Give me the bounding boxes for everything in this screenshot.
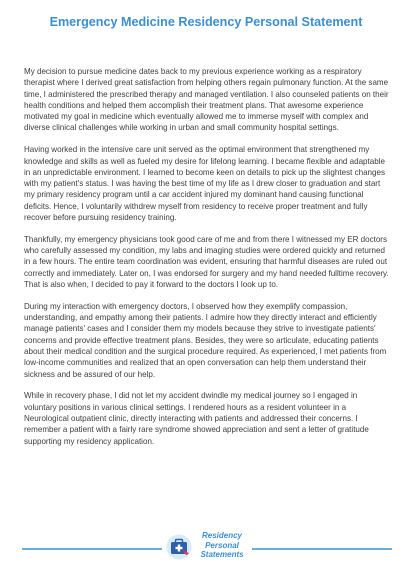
brand-logo-text <box>199 531 245 560</box>
brand-line-2: Personal <box>205 540 239 550</box>
footer-divider-right <box>252 548 392 550</box>
footer <box>0 528 412 578</box>
paragraph-3: Thankfully, my emergency physicians took good care of me and from there I witnessed my ER doctors who carefully assessed my condition, my labs and imaging studies were ordered quickly and returned in a few hours. The entire team coordination was evident, ensuring that harmful diseases are ruled out correctly and immediately. Later on, I was endorsed for surgery and my hand needed fulltime recovery. That is also when, I decided to pay it forward to the doctors I look up to. <box>24 234 389 290</box>
statement-body <box>24 66 390 457</box>
page-title: Emergency Medicine Residency Personal Statement <box>49 15 363 29</box>
footer-divider-left <box>22 548 162 550</box>
paragraph-4: During my interaction with emergency doctors, I observed how they exemplify compassion, understanding, and empathy among their patients. I admire how they directly interact and efficiently manage patients' cases and I consider them my models because they strive to investigate patients' concerns and provide effective treatment plans. Besides, they were so articulate, educating patients about their medical condition and the surgical procedure required. As experienced, I met patients from low-income communities and realized that an open conversation can help them understand their sickness and be assured of our help. <box>24 301 387 379</box>
brand-line-3: Statements <box>200 550 244 559</box>
brand-line-1: Residency <box>201 531 243 540</box>
paragraph-5: While in recovery phase, I did not let my accident dwindle my medical journey so I engaged in voluntary positions in various clinical settings. I rendered hours as a resident volunteer in a Neurological outpatient clinic, directly interacting with patients and addressed their concerns. I remember a patient with a fairly rare syndrome showed appreciation and sent a letter of gratitude supporting my residency application. <box>24 391 369 446</box>
medical-kit-icon <box>166 534 192 560</box>
paragraph-1: My decision to pursue medicine dates back to my previous experience working as a respiratory therapist where I derived great satisfaction from helping others regain pulmonary function. At the same time, I administered the prescribed therapy and managed ventilation. I also counseled patients on their health conditions and helped them accomplish their treatment plans. That awesome experience motivated my goal in medicine which eventually allowed me to immerse myself with complex and diverse clinical challenges while working in urban and small community hospital settings. <box>24 67 389 133</box>
paragraph-2: Having worked in the intensive care unit served as the optimal environment that strengthened my knowledge and skills as well as fueled my desire for lifelong learning. I became flexible and adaptable in an unpredictable environment. I learned to become keen on details to pick up the slightest changes with my patient's status. I was having the best time of my life as I drew closer to graduation and start my primary residency program until a car accident injured my dominant hand causing functional deficits. Hence, I voluntarily withdrew myself from residency to receive proper treatment and fully recover before pursuing residency training. <box>24 145 385 223</box>
